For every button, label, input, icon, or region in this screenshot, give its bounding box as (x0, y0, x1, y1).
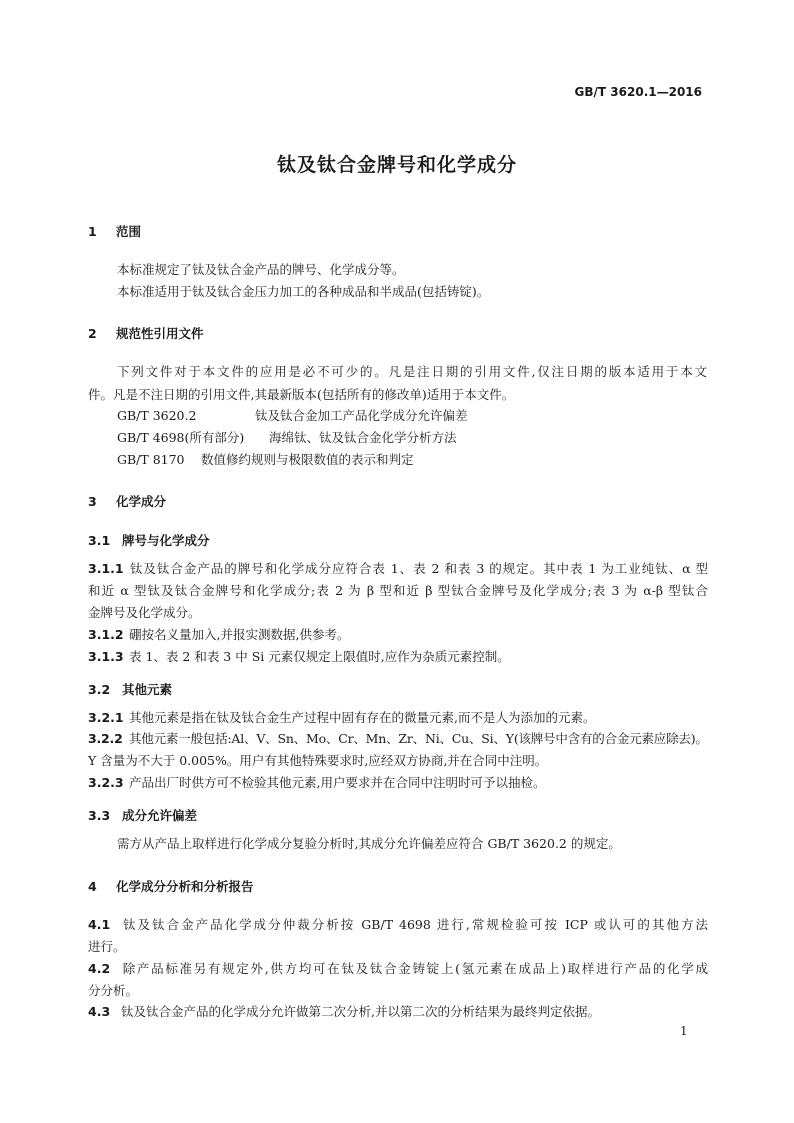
page-number: 1 (680, 1024, 688, 1038)
clause-text: 产品出厂时供方可不检验其他元素,用户要求并在合同中注明时可予以抽检。 (129, 775, 546, 790)
reference-item (117, 430, 457, 446)
reference-item (117, 408, 468, 424)
clause-line: 和近 α 型钛及钛合金牌号和化学成分;表 2 为 β 型和近 β 型钛合金牌号及化学成分;表 3 为 α-β 型钛合 (88, 583, 708, 598)
section-2-heading (88, 324, 204, 342)
clause-text: 钛及钛合金产品化学成分仲裁分析按 GB/T 4698 进行,常规检验可按 ICP 或认可的其他方法 (121, 917, 708, 932)
reference-code: GB/T 4698(所有部分) (117, 430, 245, 445)
subsection-3-1-heading (88, 531, 210, 549)
clause-number: 3.1.2 (88, 627, 124, 642)
clause-4-2-line (88, 961, 708, 977)
clause-number: 4.3 (88, 1004, 111, 1019)
clause-number: 3.1.3 (88, 649, 124, 664)
reference-code: GB/T 3620.2 (117, 408, 197, 423)
clause-text: 表 1、表 2 和表 3 中 Si 元素仅规定上限值时,应作为杂质元素控制。 (129, 649, 510, 664)
subsection-3-3-heading (88, 806, 197, 824)
clause-text: 其他元素是指在钛及钛合金生产过程中固有存在的微量元素,而不是人为添加的元素。 (129, 710, 596, 725)
paragraph: 本标准适用于钛及钛合金压力加工的各种成品和半成品(包括铸锭)。 (117, 284, 490, 299)
clause-line: 金牌号及化学成分。 (88, 605, 201, 620)
section-number: 2 (88, 326, 97, 341)
clause-3-1-1-line (88, 561, 708, 577)
section-title: 化学成分 (116, 494, 167, 509)
section-title: 规范性引用文件 (116, 326, 204, 341)
clause-4-1-line (88, 917, 708, 933)
section-1-heading (88, 222, 141, 240)
paragraph-line: 下列文件对于本文件的应用是必不可少的。凡是注日期的引用文件,仅注日期的版本适用于本文 (117, 364, 707, 379)
subsection-title: 成分允许偏差 (122, 808, 198, 823)
clause-4-3 (88, 1004, 600, 1020)
subsection-number: 3.2 (88, 682, 111, 697)
subsection-title: 其他元素 (122, 682, 173, 697)
subsection-3-2-heading (88, 680, 172, 698)
section-number: 4 (88, 879, 97, 894)
subsection-number: 3.1 (88, 533, 111, 548)
clause-number: 3.2.3 (88, 775, 124, 790)
clause-number: 3.1.1 (88, 561, 124, 576)
section-number: 1 (88, 224, 97, 239)
paragraph: 本标准规定了钛及钛合金产品的牌号、化学成分等。 (117, 262, 405, 277)
clause-line: Y 含量为不大于 0.005%。用户有其他特殊要求时,应经双方协商,并在合同中注明。 (88, 753, 548, 768)
subsection-number: 3.3 (88, 808, 111, 823)
clause-text: 除产品标准另有规定外,供方均可在钛及钛合金铸锭上(氢元素在成品上)取样进行产品的化学成 (121, 961, 708, 976)
clause-line: 进行。 (88, 939, 126, 954)
clause-3-2-3 (88, 775, 545, 791)
section-4-heading (88, 877, 254, 895)
clause-number: 4.1 (88, 917, 111, 932)
section-title: 化学成分分析和分析报告 (116, 879, 254, 894)
clause-number: 4.2 (88, 961, 111, 976)
clause-number: 3.2.1 (88, 710, 124, 725)
clause-3-2-1 (88, 710, 595, 726)
section-title: 范围 (116, 224, 142, 239)
document-title: 钛及钛合金牌号和化学成分 (276, 154, 517, 176)
section-3-heading (88, 492, 166, 510)
document-code: GB/T 3620.1—2016 (574, 85, 702, 99)
clause-3-1-3 (88, 649, 510, 665)
section-number: 3 (88, 494, 97, 509)
clause-3-2-2-line (88, 731, 708, 747)
reference-title: 海绵钛、钛及钛合金化学分析方法 (269, 430, 457, 445)
reference-title: 钛及钛合金加工产品化学成分允许偏差 (255, 408, 468, 423)
clause-text: 钛及钛合金产品的牌号和化学成分应符合表 1、表 2 和表 3 的规定。其中表 1 为工业纯钛、α 型 (129, 561, 708, 576)
clause-text: 钛及钛合金产品的化学成分允许做第二次分析,并以第二次的分析结果为最终判定依据。 (121, 1004, 600, 1019)
clause-text: 其他元素一般包括:Al、V、Sn、Mo、Cr、Mn、Zr、Ni、Cu、Si、Y(该牌号中含有的合金元素应除去)。 (129, 731, 708, 746)
clause-line: 分分析。 (88, 983, 139, 998)
paragraph: 需方从产品上取样进行化学成分复验分析时,其成分允许偏差应符合 GB/T 3620.2 的规定。 (117, 836, 621, 851)
clause-3-1-2 (88, 627, 349, 643)
paragraph-line: 件。凡是不注日期的引用文件,其最新版本(包括所有的修改单)适用于本文件。 (88, 387, 515, 402)
reference-item (117, 452, 414, 468)
reference-title: 数值修约规则与极限数值的表示和判定 (201, 452, 414, 467)
clause-text: 硼按名义量加入,并报实测数据,供参考。 (129, 627, 350, 642)
clause-number: 3.2.2 (88, 731, 123, 746)
subsection-title: 牌号与化学成分 (122, 533, 210, 548)
reference-code: GB/T 8170 (117, 452, 185, 467)
